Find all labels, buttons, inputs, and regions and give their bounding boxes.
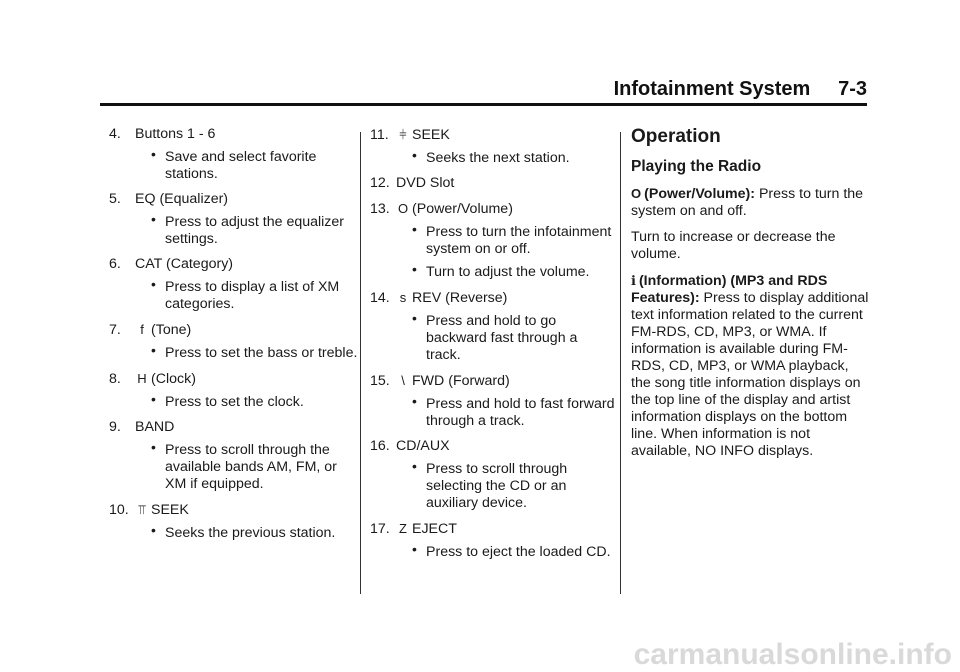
item-label: FWD (Forward) xyxy=(412,373,510,389)
list-item xyxy=(370,175,615,192)
item-label: BAND xyxy=(135,419,175,435)
control-icon: Z xyxy=(399,521,407,536)
item-heading xyxy=(370,200,615,218)
control-icon: f xyxy=(140,322,144,337)
control-icon: H xyxy=(137,371,147,386)
bullet-icon: • xyxy=(151,342,156,358)
item-label: REV (Reverse) xyxy=(412,290,508,306)
item-heading xyxy=(109,256,359,273)
bullet-item xyxy=(109,522,359,542)
item-number: 10. xyxy=(109,502,129,518)
column-divider-1 xyxy=(360,132,361,594)
item-heading xyxy=(370,372,615,390)
item-heading xyxy=(109,126,359,143)
bullet-item xyxy=(370,310,615,364)
item-number: 15. xyxy=(370,373,390,389)
list-item xyxy=(109,321,359,362)
control-icon: ⫩ xyxy=(399,127,407,142)
list-item xyxy=(370,200,615,281)
bullet-item xyxy=(109,342,359,362)
watermark: carmanualsonline.info xyxy=(633,638,952,671)
list-item xyxy=(109,256,359,313)
power-volume-text: Press to turn the system on and off. xyxy=(631,186,864,219)
item-label: Buttons 1 - 6 xyxy=(135,126,216,142)
list-item xyxy=(109,126,359,183)
bullet-text: Press to scroll through the available bands AM, FM, or XM if equipped. xyxy=(165,442,337,492)
bullet-item xyxy=(370,261,615,281)
bullet-icon: • xyxy=(412,393,417,409)
item-number: 5. xyxy=(109,191,121,207)
item-number: 12. xyxy=(370,175,390,191)
bullet-text: Press to scroll through selecting the CD or an auxiliary device. xyxy=(426,461,568,511)
bullet-icon: • xyxy=(412,541,417,557)
bullet-text: Press and hold to fast forward through a track. xyxy=(426,396,615,429)
bullet-icon: • xyxy=(151,439,156,455)
item-heading xyxy=(370,520,615,538)
item-heading xyxy=(370,126,615,144)
column-1 xyxy=(109,126,359,550)
column-3 xyxy=(631,126,869,469)
item-number: 8. xyxy=(109,371,121,387)
power-volume-paragraph xyxy=(631,185,869,220)
bullet-text: Press to set the clock. xyxy=(165,394,304,410)
item-heading xyxy=(370,438,615,455)
list-item xyxy=(370,438,615,512)
list-item xyxy=(370,126,615,167)
item-label: SEEK xyxy=(151,502,189,518)
turn-volume-paragraph: Turn to increase or decrease the volume. xyxy=(631,229,836,262)
section-heading: Operation xyxy=(631,126,721,147)
bullet-text: Seeks the previous station. xyxy=(165,525,336,541)
bullet-icon: • xyxy=(412,221,417,237)
header-rule xyxy=(100,103,867,106)
bullet-item xyxy=(370,541,615,561)
item-label: EJECT xyxy=(412,521,457,537)
bullet-text: Press to display a list of XM categories. xyxy=(165,279,340,312)
information-text: Press to display additional text information related to the current FM-RDS, CD, MP3, or WMA. If information is available during FM-RDS, CD, MP3, or WMA playback, the song title information displays on the top line of the display and artist information displays on the bottom line. When information is not available, NO INFO displays. xyxy=(631,290,869,459)
bullet-item xyxy=(109,211,359,248)
bullet-text: Press to adjust the equalizer settings. xyxy=(165,214,345,247)
bullet-icon: • xyxy=(151,211,156,227)
bullet-item xyxy=(109,146,359,183)
list-item xyxy=(370,520,615,561)
item-label: (Power/Volume) xyxy=(412,201,513,217)
information-paragraph xyxy=(631,272,869,460)
item-label: SEEK xyxy=(412,127,450,143)
bullet-item xyxy=(370,221,615,258)
power-icon: O xyxy=(631,186,642,201)
list-item xyxy=(370,289,615,364)
item-label: DVD Slot xyxy=(396,175,455,191)
bullet-text: Turn to adjust the volume. xyxy=(426,264,590,280)
bullet-icon: • xyxy=(151,276,156,292)
bullet-item xyxy=(370,147,615,167)
item-number: 6. xyxy=(109,256,121,272)
page-header xyxy=(100,78,867,106)
bullet-text: Save and select favorite stations. xyxy=(165,149,317,182)
list-item xyxy=(109,370,359,411)
information-label: (Information) (MP3 and RDS Features): xyxy=(631,273,828,306)
item-number: 17. xyxy=(370,521,390,537)
item-heading xyxy=(370,175,615,192)
item-number: 9. xyxy=(109,419,121,435)
bullet-text: Press to eject the loaded CD. xyxy=(426,544,611,560)
control-icon: \ xyxy=(401,373,405,388)
item-label: CD/AUX xyxy=(396,438,450,454)
bullet-icon: • xyxy=(412,261,417,277)
bullet-item xyxy=(370,458,615,512)
bullet-text: Seeks the next station. xyxy=(426,150,570,166)
page-title: Infotainment System 7-3 xyxy=(613,78,867,100)
item-label: (Clock) xyxy=(151,371,196,387)
item-label: (Tone) xyxy=(151,322,192,338)
list-item xyxy=(109,419,359,493)
item-heading xyxy=(109,419,359,436)
bullet-icon: • xyxy=(412,147,417,163)
list-item xyxy=(109,191,359,248)
bullet-icon: • xyxy=(412,458,417,474)
bullet-icon: • xyxy=(151,391,156,407)
bullet-item xyxy=(370,393,615,430)
item-heading xyxy=(109,501,359,519)
bullet-text: Press to set the bass or treble. xyxy=(165,345,358,361)
list-item xyxy=(370,372,615,430)
bullet-text: Press to turn the infotainment system on or off. xyxy=(426,224,612,257)
bullet-icon: • xyxy=(151,522,156,538)
subsection-heading: Playing the Radio xyxy=(631,158,762,175)
item-heading xyxy=(370,289,615,307)
information-icon: ℹ xyxy=(631,273,636,288)
bullet-icon: • xyxy=(151,146,156,162)
control-icon: s xyxy=(399,290,407,305)
column-divider-2 xyxy=(620,132,621,594)
bullet-text: Press and hold to go backward fast through a track. xyxy=(426,313,578,363)
item-heading xyxy=(109,370,359,388)
item-heading xyxy=(109,191,359,208)
item-number: 4. xyxy=(109,126,121,142)
item-heading xyxy=(109,321,359,339)
bullet-item xyxy=(109,391,359,411)
item-number: 7. xyxy=(109,322,121,338)
item-number: 13. xyxy=(370,201,390,217)
column-2 xyxy=(370,126,615,569)
bullet-item xyxy=(109,439,359,493)
power-volume-label: (Power/Volume): xyxy=(644,186,756,202)
bullet-icon: • xyxy=(412,310,417,326)
bullet-item xyxy=(109,276,359,313)
control-icon: ⫪ xyxy=(138,502,146,517)
item-number: 14. xyxy=(370,290,390,306)
control-icon: O xyxy=(397,201,409,216)
item-label: EQ (Equalizer) xyxy=(135,191,229,207)
list-item xyxy=(109,501,359,542)
item-label: CAT (Category) xyxy=(135,256,234,272)
item-number: 11. xyxy=(370,127,389,143)
item-number: 16. xyxy=(370,438,390,454)
